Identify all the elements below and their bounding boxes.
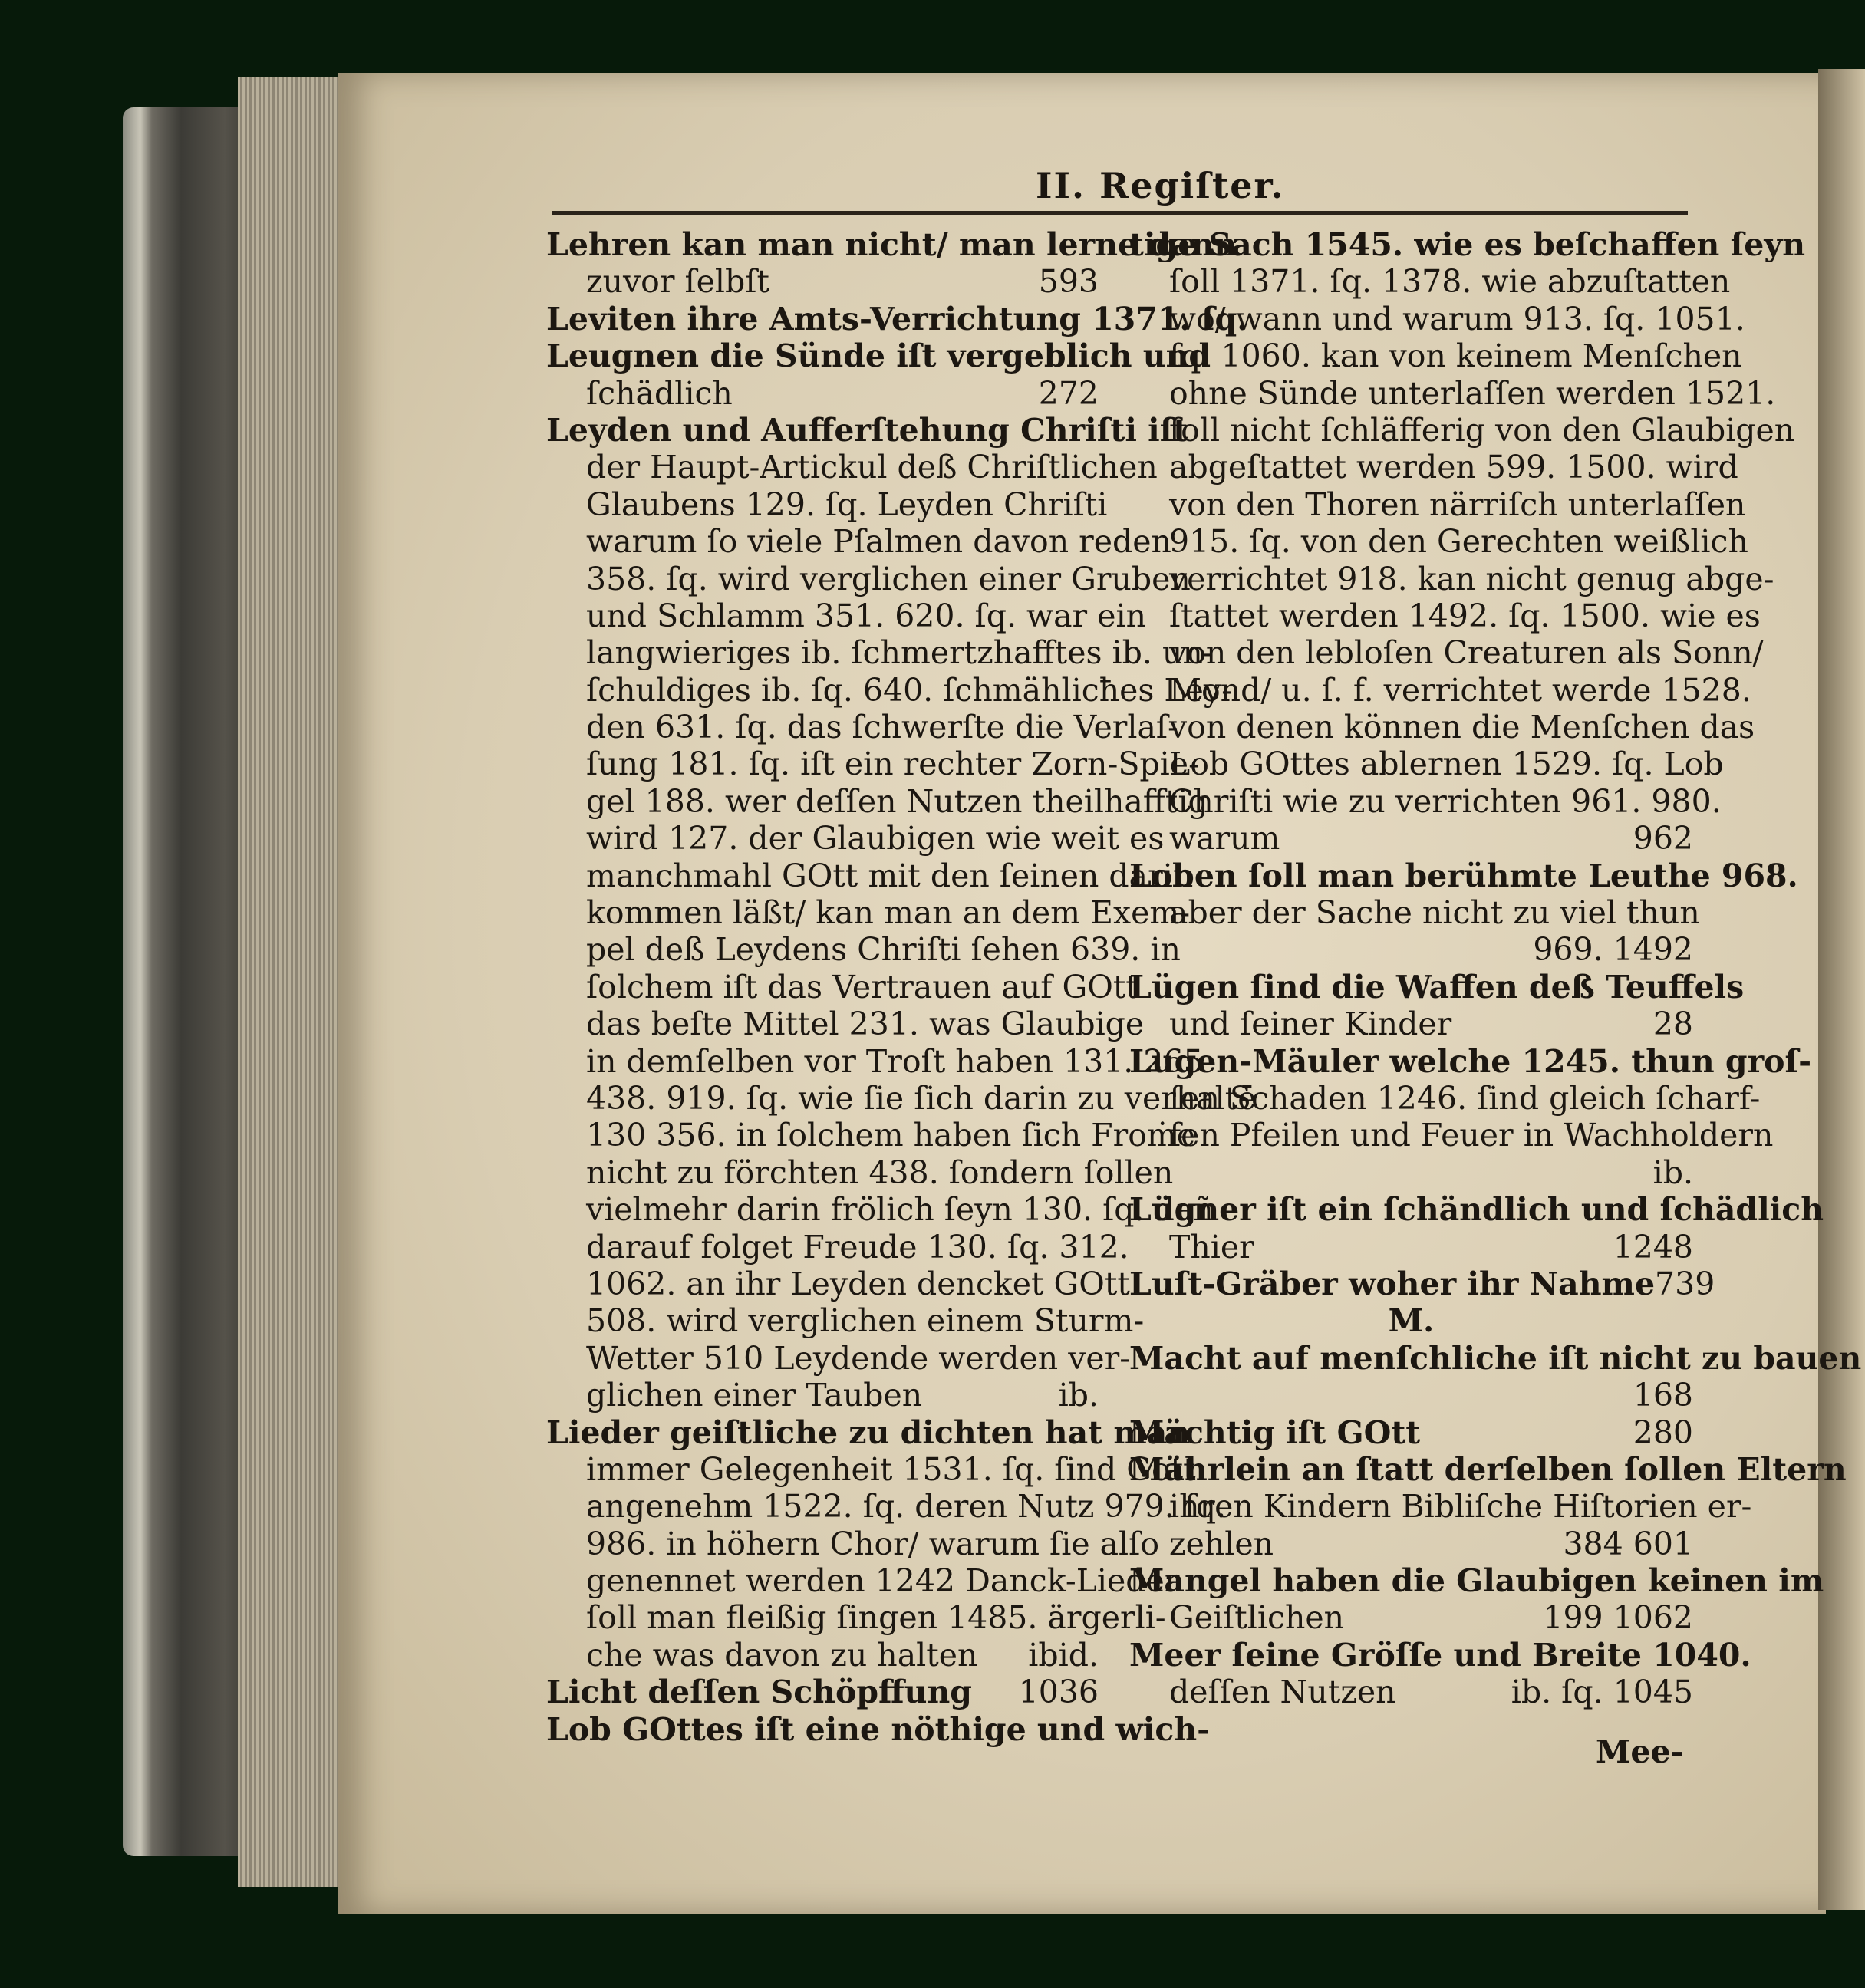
- header-rule: [552, 211, 1688, 215]
- entry-text: Macht auf menſchliche iſt nicht zu bauen: [1129, 1339, 1862, 1377]
- entry-text: gel 188. wer deſſen Nutzen theilhafftig: [586, 782, 1208, 820]
- entry-text: Lieder geiſtliche zu dichten hat man: [546, 1414, 1191, 1451]
- entry-text: ſoll nicht ſchläfferig von den Glaubigen: [1169, 411, 1795, 449]
- entry-text: manchmahl GOtt mit den ſeinen darin: [586, 857, 1194, 894]
- index-entry: [1129, 1562, 1824, 1637]
- entry-continuation-line: [546, 263, 1099, 300]
- entry-text: aber der Sache nicht zu viel thun: [1169, 894, 1700, 932]
- entry-continuation-line: [1129, 1006, 1693, 1042]
- entry-text: darauf folget Freude 130. ſq. 312.: [586, 1228, 1129, 1266]
- entry-text: Chriſti wie zu verrichten 961. 980.: [1169, 782, 1722, 820]
- page-reference: 1036: [1018, 1674, 1099, 1711]
- entry-text: von denen können die Menſchen das: [1169, 709, 1755, 746]
- entry-headword-line: [1129, 968, 1745, 1006]
- entry-text: verrichtet 918. kan nicht genug abge-: [1169, 560, 1774, 597]
- entry-continuation-line: [546, 1637, 1099, 1674]
- entry-continuation-line: [1129, 1117, 1774, 1154]
- entry-text: Glaubens 129. ſq. Leyden Chriſti: [586, 485, 1108, 523]
- page-reference: 280: [1633, 1414, 1693, 1451]
- entry-text: tige Sach 1545. wie es beſchaffen ſeyn: [1129, 226, 1805, 263]
- entry-continuation-line: [546, 523, 1171, 561]
- facing-page-edge: [1818, 69, 1865, 1910]
- entry-continuation-line: [546, 857, 1194, 894]
- entry-continuation-line: [1129, 485, 1746, 523]
- index-entry: [1129, 226, 1805, 857]
- entry-text: ſoll man fleißig ſingen 1485. ärgerli-: [586, 1599, 1166, 1637]
- entry-text: ſoll 1371. ſq. 1378. wie abzuſtatten: [1169, 263, 1731, 301]
- page-reference: 969. 1492: [1533, 931, 1693, 969]
- entry-continuation-line: [1129, 671, 1751, 709]
- index-entry: [1129, 1042, 1812, 1192]
- index-entry: [1129, 1265, 1715, 1302]
- index-entry: [1129, 1339, 1862, 1414]
- entry-continuation-line: [1129, 1079, 1761, 1117]
- entry-headword-line: [546, 1414, 1191, 1451]
- entry-continuation-line: [546, 709, 1178, 746]
- entry-headword-line: [1129, 1042, 1812, 1080]
- page-reference: 593: [1038, 263, 1099, 301]
- entry-text: deſſen Nutzen: [1169, 1674, 1396, 1711]
- entry-text: Meer ſeine Gröſſe und Breite 1040.: [1129, 1636, 1751, 1674]
- entry-text: 508. wird verglichen einem Sturm-: [586, 1302, 1145, 1340]
- entry-continuation-line: [1129, 523, 1748, 561]
- entry-continuation-line: [1129, 1154, 1693, 1191]
- entry-text: Lugen-Mäuler welche 1245. thun groſ-: [1129, 1042, 1812, 1080]
- entry-text: Luſt-Gräber woher ihr Nahme: [1129, 1265, 1656, 1302]
- index-entry: [1129, 968, 1745, 1043]
- entry-headword-line: [1129, 1450, 1847, 1488]
- entry-text: ſchuldiges ib. ſq. 640. ſchmählicħes Ley-: [586, 671, 1232, 709]
- entry-continuation-line: [546, 1488, 1227, 1526]
- entry-continuation-line: [1129, 1599, 1693, 1636]
- entry-text: ſen Schaden 1246. ſind gleich ſcharf-: [1169, 1079, 1761, 1117]
- entry-text: Mächtig iſt GOtt: [1129, 1414, 1421, 1451]
- index-column-right: [1129, 226, 1862, 1711]
- entry-continuation-line: [546, 1450, 1196, 1488]
- entry-continuation-line: [546, 1599, 1166, 1637]
- entry-text: Lügner iſt ein ſchändlich und ſchädlich: [1129, 1191, 1824, 1229]
- entry-continuation-line: [546, 1377, 1099, 1414]
- index-entry: [1129, 1191, 1824, 1266]
- entry-text: Lügen ſind die Waffen deß Teuffels: [1129, 968, 1745, 1006]
- entry-text: 358. ſq. wird verglichen einer Gruben: [586, 560, 1191, 597]
- entry-continuation-line: [1129, 820, 1693, 857]
- entry-text: warum: [1169, 820, 1280, 857]
- entry-text: vielmehr darin frölich ſeyn 130. ſq. dañ: [586, 1191, 1214, 1229]
- entry-continuation-line: [546, 1154, 1174, 1191]
- page-reference: ibid.: [1028, 1636, 1099, 1674]
- entry-continuation-line: [546, 1079, 1257, 1117]
- entry-text: von den lebloſen Creaturen als Sonn/: [1169, 634, 1764, 672]
- entry-text: warum ſo viele Pſalmen davon reden: [586, 523, 1171, 561]
- entry-continuation-line: [1129, 1674, 1693, 1710]
- entry-text: fen Pfeilen und Feuer in Wachholdern: [1169, 1117, 1774, 1154]
- entry-continuation-line: [1129, 300, 1745, 337]
- catchword: Mee-: [1596, 1733, 1684, 1770]
- entry-continuation-line: [546, 597, 1146, 634]
- entry-continuation-line: [546, 485, 1108, 523]
- entry-continuation-line: [546, 1339, 1131, 1377]
- page-reference: ib.: [1058, 1377, 1099, 1414]
- page-reference: 168: [1633, 1377, 1693, 1414]
- entry-headword-line: [1129, 1414, 1693, 1451]
- entry-headword-line: [1129, 1339, 1862, 1377]
- entry-text: Loben ſoll man berühmte Leuthe 968.: [1129, 857, 1798, 894]
- page-reference: 1248: [1613, 1228, 1693, 1266]
- index-entry: [1129, 1450, 1847, 1562]
- entry-text: 130 356. in ſolchem haben ſich Froṁe: [586, 1117, 1196, 1154]
- entry-continuation-line: [546, 1302, 1145, 1340]
- index-entry: [546, 1710, 1211, 1748]
- entry-headword-line: [546, 1710, 1211, 1748]
- entry-continuation-line: [1129, 560, 1774, 597]
- entry-continuation-line: [1129, 931, 1693, 968]
- entry-text: Wetter 510 Leydende werden ver-: [586, 1339, 1131, 1377]
- entry-text: Leyden und Aufferſtehung Chriſti iſt: [546, 411, 1188, 449]
- page-reference: ib. ſq. 1045: [1511, 1674, 1693, 1711]
- entry-continuation-line: [546, 1562, 1180, 1600]
- entry-text: 986. in höhern Chor/ warum ſie alſo: [586, 1525, 1160, 1562]
- entry-text: Lob GOttes iſt eine nöthige und wich-: [546, 1710, 1211, 1748]
- entry-continuation-line: [546, 931, 1181, 969]
- entry-text: von den Thoren närriſch unterlaſſen: [1169, 485, 1746, 523]
- entry-text: glichen einer Tauben: [586, 1377, 923, 1414]
- entry-text: 438. 919. ſq. wie ſie ſich darin zu verhaltē: [586, 1079, 1257, 1117]
- entry-continuation-line: [1129, 449, 1738, 486]
- index-entry: [546, 226, 1237, 301]
- entry-text: zehlen: [1169, 1525, 1274, 1562]
- entry-headword-line: [546, 300, 1248, 337]
- entry-text: ohne Sünde unterlaſſen werden 1521.: [1169, 374, 1776, 412]
- entry-text: che was davon zu halten: [586, 1636, 978, 1674]
- entry-continuation-line: [546, 894, 1191, 932]
- entry-text: und Schlamm 351. 620. ſq. war ein: [586, 597, 1146, 634]
- entry-continuation-line: [546, 746, 1199, 783]
- entry-continuation-line: [546, 820, 1165, 857]
- entry-continuation-line: [1129, 894, 1700, 932]
- entry-text: Thier: [1169, 1228, 1254, 1266]
- entry-continuation-line: [546, 671, 1232, 709]
- entry-headword-line: [546, 226, 1237, 263]
- entry-continuation-line: [1129, 746, 1724, 783]
- entry-text: wo/ wann und warum 913. ſq. 1051.: [1169, 300, 1745, 337]
- entry-text: das beſte Mittel 231. was Glaubige: [586, 1006, 1145, 1043]
- entry-text: nicht zu förchten 438. ſondern ſollen: [586, 1154, 1174, 1191]
- index-entry: [1129, 1302, 1693, 1339]
- entry-text: Geiſtlichen: [1169, 1599, 1345, 1637]
- entry-continuation-line: [1129, 374, 1776, 412]
- entry-headword-line: [1129, 1562, 1824, 1600]
- entry-text: zuvor ſelbſt: [586, 263, 769, 301]
- entry-continuation-line: [546, 560, 1191, 597]
- index-entry: [1129, 1414, 1693, 1451]
- entry-continuation-line: [1129, 1377, 1693, 1414]
- entry-text: langwieriges ib. ſchmertzhafftes ib. un-: [586, 634, 1214, 672]
- entry-text: ſung 181. ſq. iſt ein rechter Zorn-Spie-: [586, 746, 1199, 783]
- entry-continuation-line: [1129, 1229, 1693, 1266]
- running-header: II. Regiſter.: [1036, 165, 1285, 206]
- index-entry: [546, 300, 1248, 337]
- entry-text: Lehren kan man nicht/ man lerne dann: [546, 226, 1237, 263]
- index-entry: [546, 1674, 1099, 1710]
- entry-text: Leugnen die Sünde iſt vergeblich und: [546, 337, 1211, 375]
- entry-text: pel deß Leydens Chriſti ſehen 639. in: [586, 931, 1181, 969]
- entry-continuation-line: [1129, 411, 1795, 449]
- entry-text: genennet werden 1242 Danck-Lieder: [586, 1562, 1180, 1600]
- entry-text: ſchädlich: [586, 374, 733, 412]
- entry-continuation-line: [1129, 1526, 1693, 1562]
- entry-continuation-line: [1129, 782, 1722, 820]
- entry-text: 1062. an ihr Leyden dencket GOtt: [586, 1265, 1130, 1302]
- entry-headword-line: [1129, 1191, 1824, 1229]
- entry-text: der Haupt-Artickul deß Chriſtlichen: [586, 449, 1158, 486]
- entry-continuation-line: [546, 1117, 1196, 1154]
- entry-continuation-line: [1129, 1488, 1752, 1526]
- entry-text: Mond/ u. ſ. f. verrichtet werde 1528.: [1169, 671, 1751, 709]
- entry-text: und ſeiner Kinder: [1169, 1006, 1452, 1043]
- entry-headword-line: [546, 1674, 1099, 1710]
- entry-text: Mangel haben die Glaubigen keinen im: [1129, 1562, 1824, 1600]
- entry-text: 915. ſq. von den Gerechten weißlich: [1169, 523, 1748, 561]
- entry-text: Lob GOttes ablernen 1529. ſq. Lob: [1169, 746, 1724, 783]
- entry-headword-line: [1129, 857, 1798, 894]
- entry-continuation-line: [546, 1525, 1160, 1562]
- entry-text: abgeſtattet werden 599. 1500. wird: [1169, 449, 1738, 486]
- page-reference: 384 601: [1563, 1525, 1693, 1562]
- page-reference: 739: [1655, 1265, 1715, 1302]
- entry-text: angenehm 1522. ſq. deren Nutz 979. ſq.: [586, 1488, 1227, 1526]
- entry-text: ſtattet werden 1492. ſq. 1500. wie es: [1169, 597, 1761, 634]
- entry-continuation-line: [546, 375, 1099, 412]
- entry-continuation-line: [546, 1228, 1129, 1266]
- entry-text: ihren Kindern Bibliſche Hiſtorien er-: [1169, 1488, 1752, 1526]
- entry-continuation-line: [546, 634, 1214, 672]
- page-reference: 199 1062: [1543, 1599, 1693, 1637]
- entry-text: Mährlein an ſtatt derſelben ſollen Eltern: [1129, 1450, 1847, 1488]
- page-reference: 28: [1652, 1006, 1693, 1043]
- entry-text: ſolchem iſt das Vertrauen auf GOtt: [586, 968, 1138, 1006]
- entry-headword-line: [1129, 1636, 1751, 1674]
- entry-continuation-line: [1129, 709, 1755, 746]
- entry-continuation-line: [1129, 337, 1742, 375]
- entry-headword-line: [546, 411, 1188, 449]
- page-reference: ib.: [1652, 1154, 1693, 1191]
- entry-text: kommen läßt/ kan man an dem Exem-: [586, 894, 1191, 932]
- page-reference: 962: [1633, 820, 1693, 857]
- entry-text: Leviten ihre Amts-Verrichtung 1371. ſq.: [546, 300, 1248, 337]
- page-reference: 272: [1038, 374, 1099, 412]
- entry-text: wird 127. der Glaubigen wie weit es: [586, 820, 1165, 857]
- entry-continuation-line: [546, 449, 1158, 486]
- entry-text: immer Gelegenheit 1531. ſq. ſind Gott: [586, 1450, 1196, 1488]
- section-letter: M.: [1388, 1302, 1435, 1340]
- entry-headword-line: [1129, 226, 1805, 263]
- entry-text: in demſelben vor Troſt haben 131. 265: [586, 1042, 1204, 1080]
- index-entry: [1129, 857, 1798, 969]
- entry-text: den 631. ſq. das ſchwerſte die Verlaſ-: [586, 709, 1178, 746]
- entry-continuation-line: [546, 1265, 1130, 1302]
- index-entry: [546, 337, 1211, 412]
- entry-continuation-line: [546, 968, 1138, 1006]
- entry-continuation-line: [546, 1042, 1204, 1080]
- entry-headword-line: [546, 337, 1211, 375]
- entry-continuation-line: [1129, 634, 1764, 672]
- entry-continuation-line: [546, 1006, 1145, 1043]
- entry-continuation-line: [546, 1191, 1214, 1229]
- entry-headword-line: [1129, 1265, 1715, 1302]
- entry-text: Licht deſſen Schöpffung: [546, 1674, 972, 1711]
- entry-continuation-line: [1129, 263, 1731, 301]
- entry-text: ſq. 1060. kan von keinem Menſchen: [1169, 337, 1742, 375]
- index-entry: [1129, 1636, 1751, 1711]
- entry-continuation-line: [546, 782, 1208, 820]
- entry-continuation-line: [1129, 597, 1761, 634]
